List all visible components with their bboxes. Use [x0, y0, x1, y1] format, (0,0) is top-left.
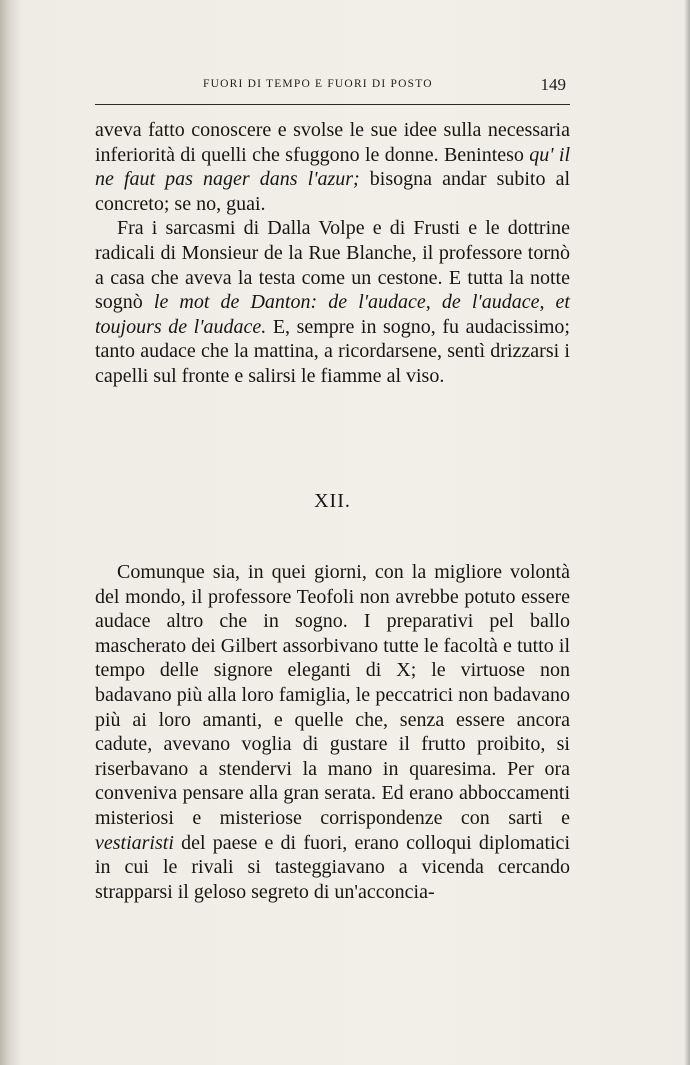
text-segment: E, sempre in sogno, fu audacissimo; tanto audace che la mattina, a ricordarsene, sentì drizzarsi i capelli sul fronte e salirsi le fiamme al viso. — [95, 315, 570, 387]
text-block-top — [95, 118, 570, 389]
paragraph — [95, 216, 570, 388]
text-segment: aveva fatto conoscere e svolse le sue idee sulla necessaria inferiorità di quelli che sfuggono le donne. Beninteso — [95, 119, 570, 166]
running-head — [95, 72, 570, 102]
running-title: FUORI DI TEMPO E FUORI DI POSTO — [203, 78, 433, 90]
text-segment: bisogna andar subito al concreto; se no, guai. — [95, 168, 570, 215]
italic-segment: le mot de Danton: de l'audace, de l'audace, et toujours de l'audace. — [95, 291, 570, 338]
paragraph-continued — [95, 118, 570, 216]
text-segment: Fra i sarcasmi di Dalla Volpe e di Frusti e le dottrine radicali di Monsieur de la Rue Blanche, il professore tornò a casa che aveva la testa come un cestone. E tutta la notte sognò — [95, 217, 570, 314]
header-rule — [95, 104, 570, 105]
paragraph — [95, 560, 570, 904]
page-number: 149 — [540, 75, 566, 94]
text-block-bottom — [95, 560, 570, 904]
italic-segment: qu' il ne faut pas nager dans l'azur; — [95, 143, 571, 191]
section-heading: XII. — [314, 490, 351, 512]
italic-segment: vestiaristi — [95, 831, 174, 854]
text-segment: Comunque sia, in quei giorni, con la migliore volontà del mondo, il professore Teofoli non avrebbe potuto essere audace altro che in sogno. I preparativi pel ballo mascherato dei Gilbert assorbivano tutte le facoltà e tutto il tempo delle signore eleganti di X; le virtuose non badavano più alla loro famiglia, le peccatrici non badavano più ai loro amanti, e quelle che, senza essere ancora cadute, avevano voglia di gustare il frutto proibito, si riserbavano a stendervi la mano in quaresima. Per ora conveniva pensare alla gran serata. Ed erano abboccamenti misteriosi e misteriose corrispondenze con sarti e — [95, 561, 570, 829]
text-segment: del paese e di fuori, erano colloqui diplomatici in cui le rivali si tasteggiavano a vicenda cercando strapparsi il geloso segreto di un'acconcia- — [95, 831, 570, 903]
